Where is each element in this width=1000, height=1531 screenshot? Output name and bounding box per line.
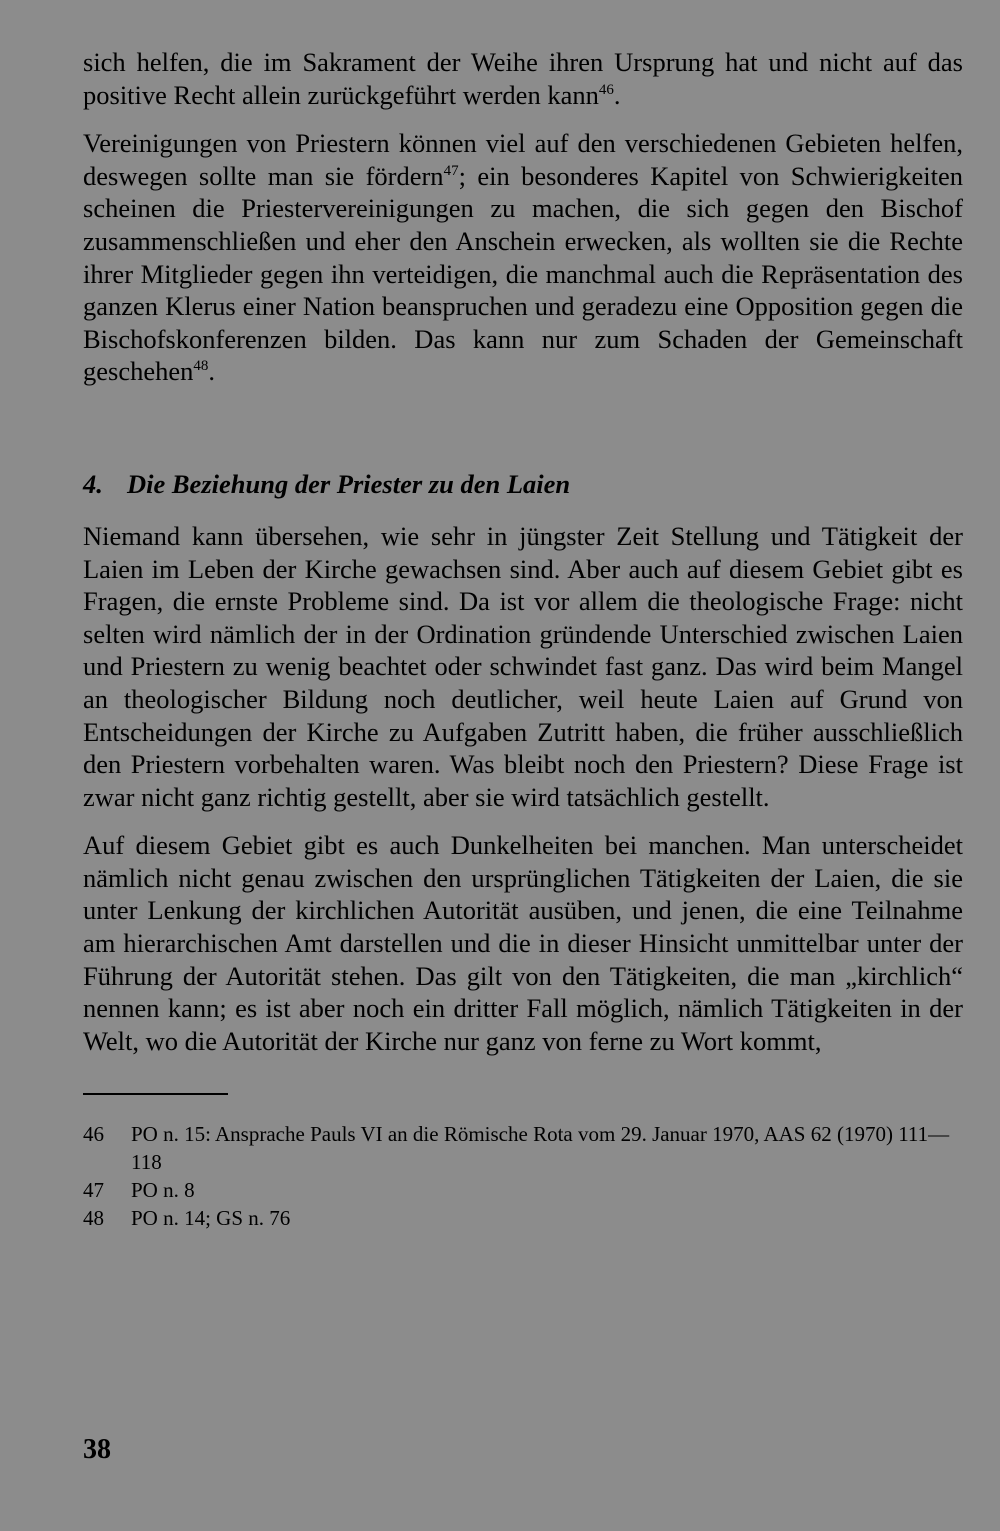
paragraph-text: ; ein besonderes Kapitel von Schwierigkeiten scheinen die Priestervereinigungen zu machen, die sich gegen den Bischof zusammenschließen und eher den Anschein erwecken, als wollten sie die Rechte ihrer Mitglieder gegen ihn verteidigen, die manchmal auch die Repräsentation des ganzen Klerus einer Nation beanspruchen und geradezu eine Opposition gegen die Bischofskonferenzen bilden. Das kann nur zum Schaden der Gemeinschaft geschehen xyxy=(83,160,963,387)
footnote-number: 48 xyxy=(83,1206,104,1231)
section-number: 4. xyxy=(83,468,103,499)
footnote-divider xyxy=(83,1093,228,1095)
footnote-number: 47 xyxy=(83,1178,104,1203)
paragraph-end: . xyxy=(208,356,215,387)
paragraph-text: Vereinigungen von Priestern können viel auf den verschiedenen Gebieten helfen, deswegen sollte man sie fördern xyxy=(83,128,963,191)
section-body xyxy=(83,520,963,1058)
section-heading xyxy=(83,468,963,500)
paragraph-priestervereinigungen xyxy=(83,127,963,388)
footnotes xyxy=(83,1120,963,1232)
footnote-text: PO n. 15: Ansprache Pauls VI an die Römische Rota vom 29. Januar 1970, AAS 62 (1970) 111—118 xyxy=(131,1122,950,1175)
footnote-48 xyxy=(83,1204,963,1232)
paragraph-text: sich helfen, die im Sakrament der Weihe ihren Ursprung hat und nicht auf das positive Recht allein zurückgeführt werden kann xyxy=(83,47,963,110)
paragraph-end: . xyxy=(613,79,621,110)
footnote-ref-48[interactable]: 48 xyxy=(193,358,209,375)
paragraph-continuation xyxy=(83,46,963,111)
section-title: Die Beziehung der Priester zu den Laien xyxy=(127,468,571,499)
footnote-46 xyxy=(83,1120,963,1176)
page-number: 38 xyxy=(83,1434,111,1465)
footnote-number: 46 xyxy=(83,1122,104,1147)
footnote-47 xyxy=(83,1176,963,1204)
footnote-ref-47[interactable]: 47 xyxy=(443,162,459,179)
paragraph-niemand: Niemand kann übersehen, wie sehr in jüngster Zeit Stellung und Tätigkeit der Laien im Leben der Kirche gewachsen sind. Aber auch auf diesem Gebiet gibt es Fragen, die ernste Probleme sind. Da ist vor allem die theologische Frage: nicht selten wird nämlich der in der Ordination gründende Unterschied zwischen Laien und Priestern zu wenig beachtet oder schwindet fast ganz. Das wird beim Mangel an theologischer Bildung noch deutlicher, weil heute Laien auf Grund von Entscheidungen der Kirche zu Aufgaben Zutritt haben, die früher ausschließlich den Priestern vorbehalten waren. Was bleibt noch den Priestern? Diese Frage ist zwar nicht ganz richtig gestellt, aber sie wird tatsächlich gestellt. xyxy=(83,520,963,812)
footnote-text: PO n. 8 xyxy=(131,1178,195,1203)
paragraph-dunkelheiten: Auf diesem Gebiet gibt es auch Dunkelheiten bei manchen. Man unterscheidet nämlich nicht genau zwischen den ursprünglichen Tätigkeiten der Laien, die sie unter Lenkung der kirchlichen Autorität ausüben, und jenen, die eine Teilnahme am hierarchischen Amt darstellen und die in dieser Hinsicht unmittelbar unter der Führung der Autorität stehen. Das gilt von den Tätigkeiten, die man „kirchlich“ nennen kann; es ist aber noch ein dritter Fall möglich, nämlich Tätigkeiten in der Welt, wo die Autorität der Kirche nur ganz von ferne zu Wort kommt, xyxy=(83,830,963,1056)
page-content xyxy=(83,46,963,1232)
footnote-text: PO n. 14; GS n. 76 xyxy=(131,1206,291,1231)
footnote-ref-46[interactable]: 46 xyxy=(598,81,614,98)
